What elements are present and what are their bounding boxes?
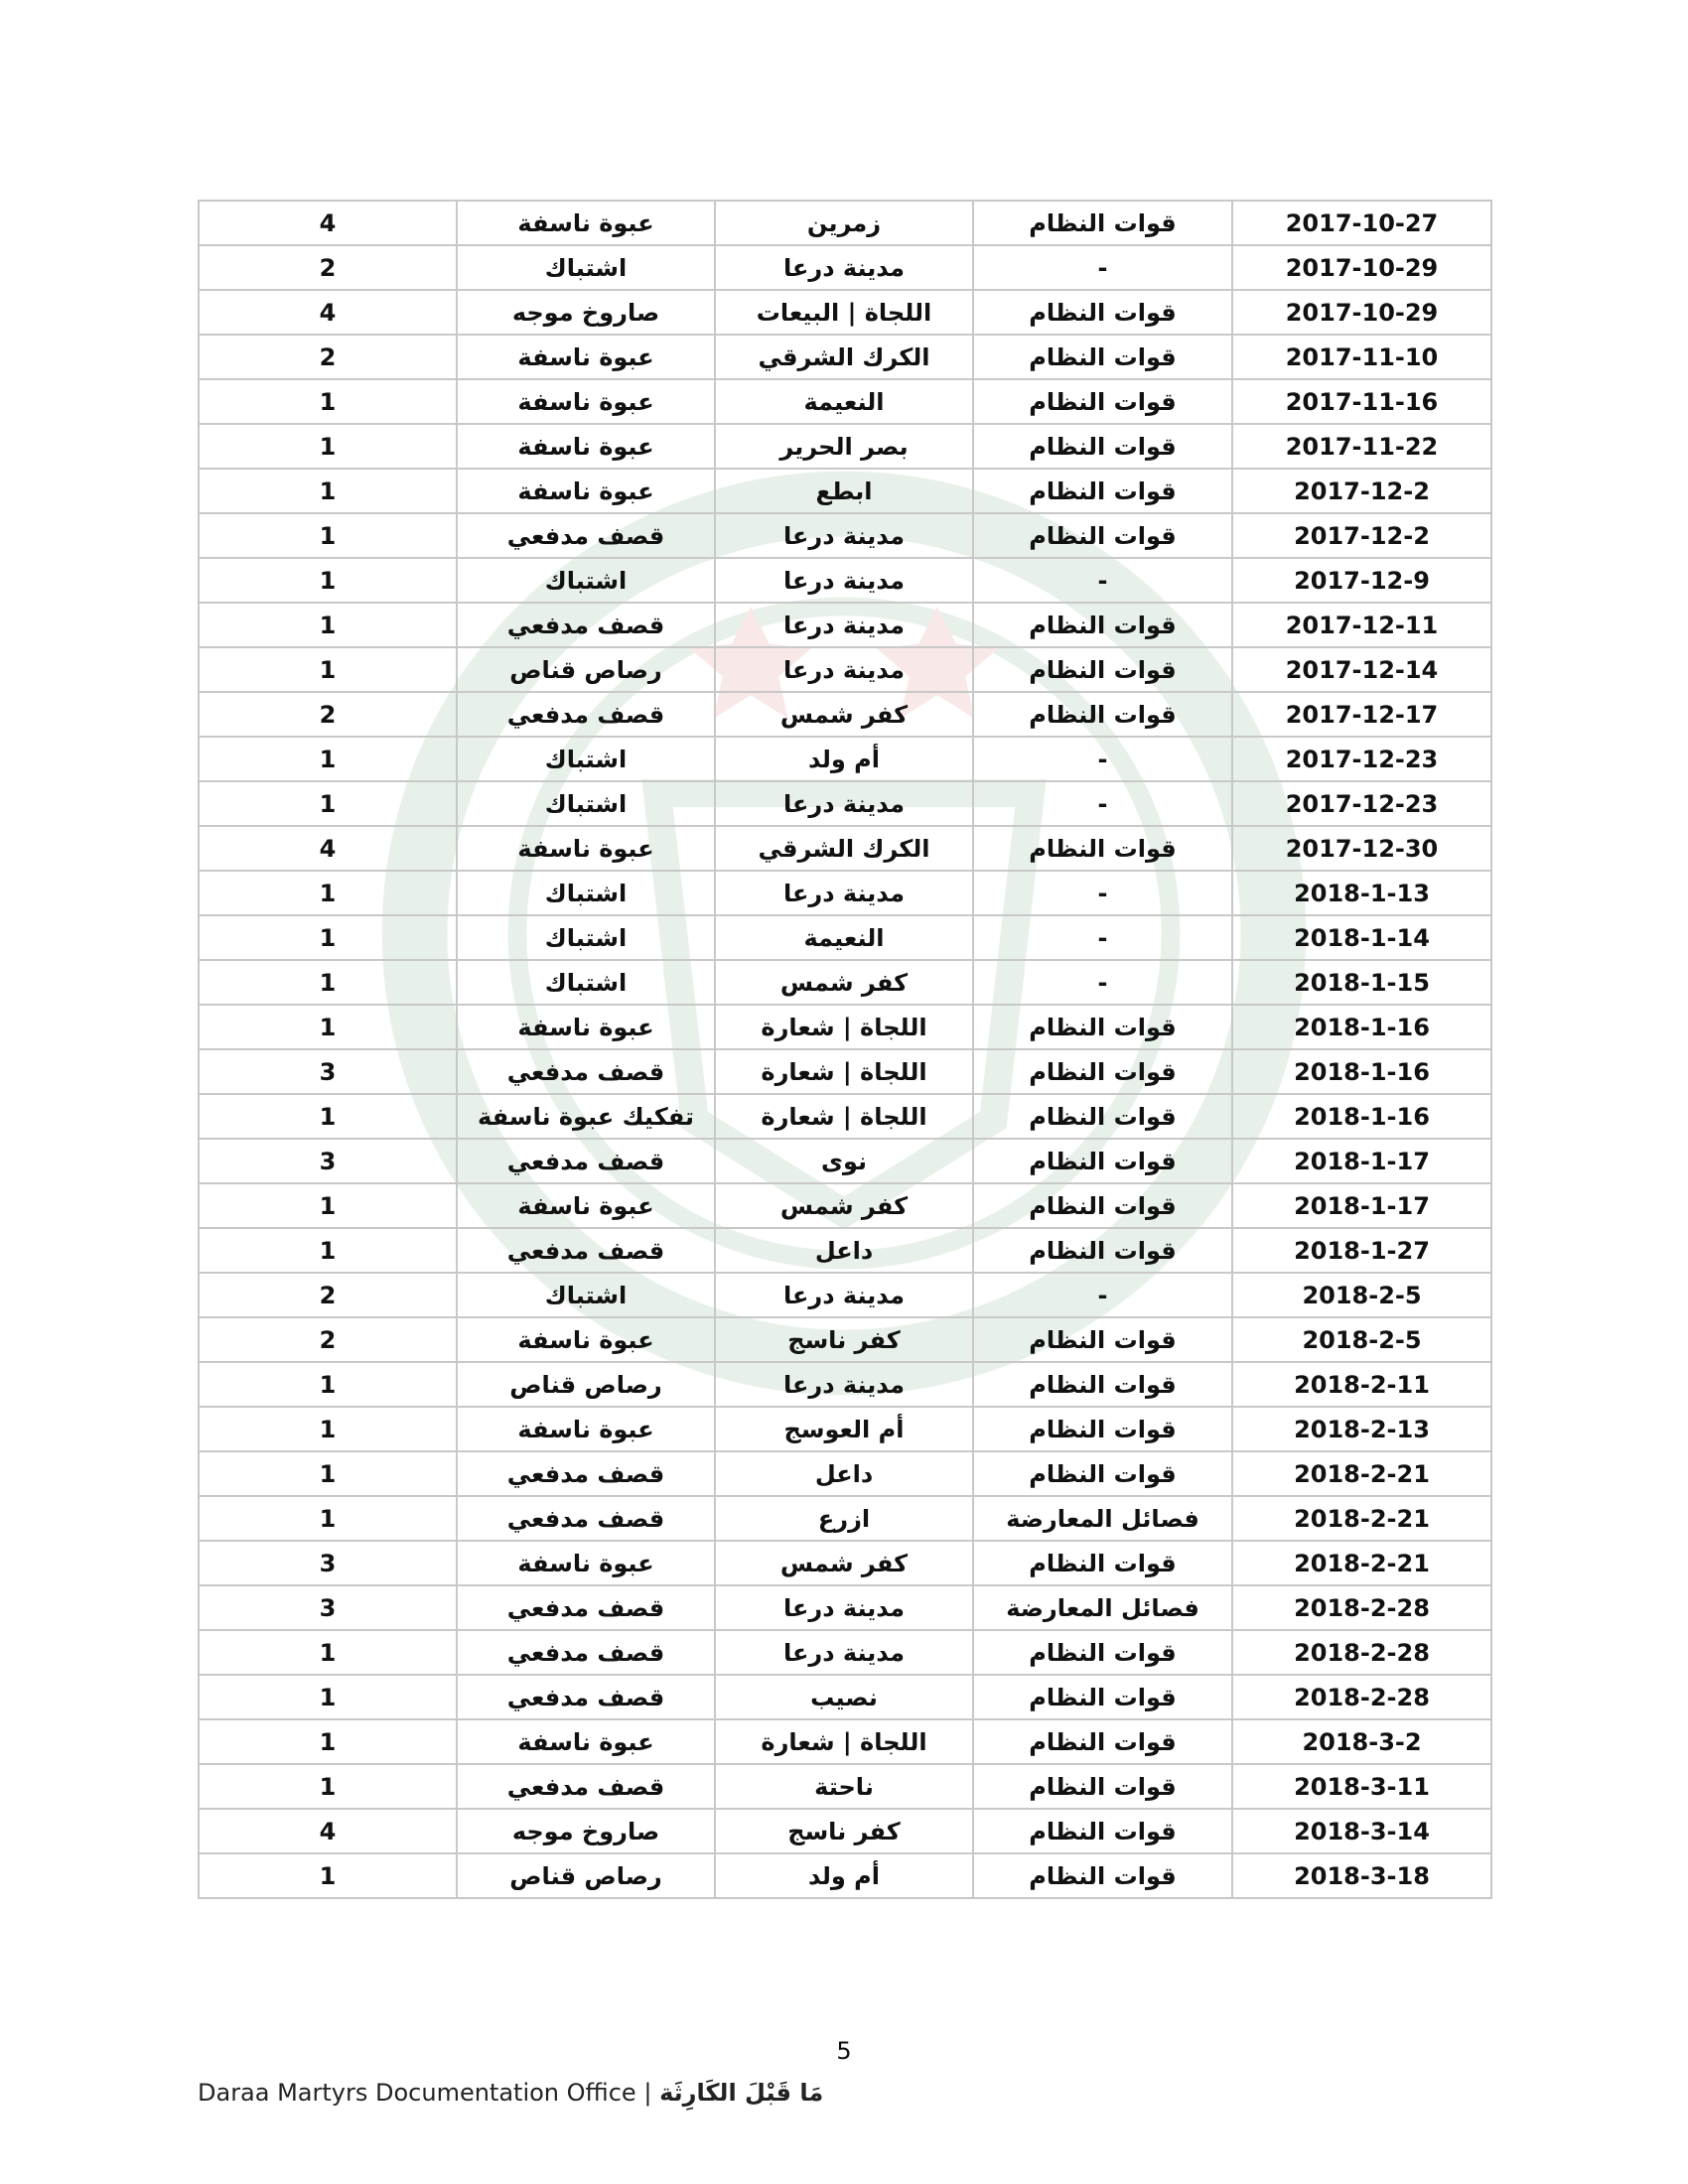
count-cell: 2 — [199, 245, 457, 290]
incident-type-cell: صاروخ موجه — [457, 290, 715, 335]
incident-type-cell: قصف مدفعي — [457, 1764, 715, 1809]
date-cell: 2018-2-28 — [1232, 1585, 1491, 1630]
perpetrator-cell: قوات النظام — [973, 1764, 1232, 1809]
incident-type-cell: عبوة ناسفة — [457, 1541, 715, 1585]
date-cell: 2018-1-16 — [1232, 1094, 1491, 1139]
perpetrator-cell: قوات النظام — [973, 1183, 1232, 1228]
incident-type-cell: قصف مدفعي — [457, 1675, 715, 1719]
count-cell: 1 — [199, 1228, 457, 1273]
count-cell: 1 — [199, 1496, 457, 1541]
perpetrator-cell: فصائل المعارضة — [973, 1585, 1232, 1630]
location-cell: مدينة درعا — [715, 513, 973, 558]
location-cell: اللجاة | البيعات — [715, 290, 973, 335]
perpetrator-cell: قوات النظام — [973, 647, 1232, 692]
records-table — [198, 200, 1492, 1899]
count-cell: 1 — [199, 737, 457, 781]
incident-type-cell: رصاص قناص — [457, 647, 715, 692]
incident-type-cell: عبوة ناسفة — [457, 1317, 715, 1362]
perpetrator-cell: - — [973, 960, 1232, 1005]
perpetrator-cell: - — [973, 781, 1232, 826]
perpetrator-cell: قوات النظام — [973, 1317, 1232, 1362]
date-cell: 2018-3-11 — [1232, 1764, 1491, 1809]
count-cell: 1 — [199, 513, 457, 558]
table-row — [199, 692, 1491, 737]
perpetrator-cell: قوات النظام — [973, 201, 1232, 245]
date-cell: 2018-2-5 — [1232, 1273, 1491, 1317]
location-cell: زمرين — [715, 201, 973, 245]
date-cell: 2017-10-29 — [1232, 245, 1491, 290]
perpetrator-cell: قوات النظام — [973, 1407, 1232, 1451]
perpetrator-cell: - — [973, 871, 1232, 915]
location-cell: مدينة درعا — [715, 1630, 973, 1675]
count-cell: 1 — [199, 1675, 457, 1719]
count-cell: 3 — [199, 1541, 457, 1585]
count-cell: 1 — [199, 781, 457, 826]
date-cell: 2018-1-16 — [1232, 1005, 1491, 1049]
incident-type-cell: عبوة ناسفة — [457, 379, 715, 424]
table-row — [199, 1183, 1491, 1228]
count-cell: 1 — [199, 647, 457, 692]
date-cell: 2017-12-30 — [1232, 826, 1491, 871]
incident-type-cell: قصف مدفعي — [457, 1451, 715, 1496]
table-row — [199, 1764, 1491, 1809]
date-cell: 2017-12-2 — [1232, 513, 1491, 558]
perpetrator-cell: قوات النظام — [973, 1139, 1232, 1183]
incident-type-cell: عبوة ناسفة — [457, 469, 715, 513]
count-cell: 1 — [199, 915, 457, 960]
count-cell: 1 — [199, 1183, 457, 1228]
table-row — [199, 1675, 1491, 1719]
incident-type-cell: قصف مدفعي — [457, 1630, 715, 1675]
location-cell: مدينة درعا — [715, 1362, 973, 1407]
incident-type-cell: اشتباك — [457, 960, 715, 1005]
incident-type-cell: صاروخ موجه — [457, 1809, 715, 1853]
count-cell: 1 — [199, 1407, 457, 1451]
location-cell: داعل — [715, 1228, 973, 1273]
incident-type-cell: اشتباك — [457, 245, 715, 290]
location-cell: اللجاة | شعارة — [715, 1719, 973, 1764]
date-cell: 2017-12-23 — [1232, 781, 1491, 826]
date-cell: 2018-2-28 — [1232, 1630, 1491, 1675]
date-cell: 2018-1-17 — [1232, 1183, 1491, 1228]
count-cell: 1 — [199, 603, 457, 647]
location-cell: النعيمة — [715, 915, 973, 960]
table-row — [199, 1853, 1491, 1898]
date-cell: 2017-11-22 — [1232, 424, 1491, 469]
date-cell: 2018-2-21 — [1232, 1451, 1491, 1496]
location-cell: مدينة درعا — [715, 647, 973, 692]
perpetrator-cell: - — [973, 915, 1232, 960]
incident-type-cell: عبوة ناسفة — [457, 826, 715, 871]
incident-type-cell: رصاص قناص — [457, 1853, 715, 1898]
table-row — [199, 1139, 1491, 1183]
count-cell: 1 — [199, 1630, 457, 1675]
perpetrator-cell: - — [973, 737, 1232, 781]
table-row — [199, 871, 1491, 915]
table-row — [199, 469, 1491, 513]
perpetrator-cell: قوات النظام — [973, 1541, 1232, 1585]
table-row — [199, 1005, 1491, 1049]
date-cell: 2017-12-11 — [1232, 603, 1491, 647]
table-row — [199, 558, 1491, 603]
incident-type-cell: تفكيك عبوة ناسفة — [457, 1094, 715, 1139]
incident-type-cell: اشتباك — [457, 1273, 715, 1317]
count-cell: 4 — [199, 1809, 457, 1853]
incident-type-cell: عبوة ناسفة — [457, 1719, 715, 1764]
perpetrator-cell: فصائل المعارضة — [973, 1496, 1232, 1541]
incident-type-cell: عبوة ناسفة — [457, 1005, 715, 1049]
location-cell: اللجاة | شعارة — [715, 1049, 973, 1094]
date-cell: 2018-3-2 — [1232, 1719, 1491, 1764]
date-cell: 2018-2-28 — [1232, 1675, 1491, 1719]
table-row — [199, 603, 1491, 647]
date-cell: 2018-1-13 — [1232, 871, 1491, 915]
incident-type-cell: اشتباك — [457, 737, 715, 781]
count-cell: 1 — [199, 379, 457, 424]
table-row — [199, 1585, 1491, 1630]
date-cell: 2017-12-17 — [1232, 692, 1491, 737]
table-row — [199, 1317, 1491, 1362]
location-cell: نوى — [715, 1139, 973, 1183]
date-cell: 2018-2-13 — [1232, 1407, 1491, 1451]
footer-separator: | — [643, 2079, 652, 2107]
incident-type-cell: قصف مدفعي — [457, 1139, 715, 1183]
perpetrator-cell: قوات النظام — [973, 826, 1232, 871]
perpetrator-cell: قوات النظام — [973, 1675, 1232, 1719]
perpetrator-cell: قوات النظام — [973, 1228, 1232, 1273]
location-cell: مدينة درعا — [715, 245, 973, 290]
count-cell: 4 — [199, 826, 457, 871]
count-cell: 1 — [199, 1005, 457, 1049]
incident-type-cell: عبوة ناسفة — [457, 335, 715, 379]
records-table-body — [199, 201, 1491, 1898]
location-cell: مدينة درعا — [715, 603, 973, 647]
perpetrator-cell: قوات النظام — [973, 692, 1232, 737]
incident-type-cell: اشتباك — [457, 781, 715, 826]
location-cell: ناحتة — [715, 1764, 973, 1809]
incident-type-cell: قصف مدفعي — [457, 692, 715, 737]
date-cell: 2018-1-16 — [1232, 1049, 1491, 1094]
date-cell: 2018-1-15 — [1232, 960, 1491, 1005]
count-cell: 1 — [199, 1764, 457, 1809]
date-cell: 2018-1-27 — [1232, 1228, 1491, 1273]
count-cell: 2 — [199, 692, 457, 737]
location-cell: نصيب — [715, 1675, 973, 1719]
date-cell: 2017-12-2 — [1232, 469, 1491, 513]
location-cell: اللجاة | شعارة — [715, 1094, 973, 1139]
count-cell: 1 — [199, 871, 457, 915]
count-cell: 2 — [199, 1317, 457, 1362]
date-cell: 2018-1-17 — [1232, 1139, 1491, 1183]
table-row — [199, 1094, 1491, 1139]
count-cell: 3 — [199, 1139, 457, 1183]
perpetrator-cell: قوات النظام — [973, 379, 1232, 424]
count-cell: 4 — [199, 201, 457, 245]
table-row — [199, 1451, 1491, 1496]
count-cell: 2 — [199, 335, 457, 379]
incident-type-cell: عبوة ناسفة — [457, 201, 715, 245]
location-cell: مدينة درعا — [715, 871, 973, 915]
location-cell: داعل — [715, 1451, 973, 1496]
count-cell: 1 — [199, 469, 457, 513]
location-cell: الكرك الشرقي — [715, 826, 973, 871]
perpetrator-cell: - — [973, 558, 1232, 603]
date-cell: 2017-12-23 — [1232, 737, 1491, 781]
location-cell: مدينة درعا — [715, 1273, 973, 1317]
table-row — [199, 1541, 1491, 1585]
perpetrator-cell: قوات النظام — [973, 1005, 1232, 1049]
table-row — [199, 1049, 1491, 1094]
table-row — [199, 1719, 1491, 1764]
table-row — [199, 1362, 1491, 1407]
perpetrator-cell: - — [973, 245, 1232, 290]
date-cell: 2017-10-27 — [1232, 201, 1491, 245]
location-cell: كفر ناسج — [715, 1317, 973, 1362]
incident-type-cell: قصف مدفعي — [457, 1496, 715, 1541]
perpetrator-cell: قوات النظام — [973, 290, 1232, 335]
count-cell: 4 — [199, 290, 457, 335]
location-cell: مدينة درعا — [715, 1585, 973, 1630]
perpetrator-cell: قوات النظام — [973, 513, 1232, 558]
perpetrator-cell: قوات النظام — [973, 1094, 1232, 1139]
date-cell: 2017-12-14 — [1232, 647, 1491, 692]
perpetrator-cell: قوات النظام — [973, 1630, 1232, 1675]
date-cell: 2018-2-21 — [1232, 1541, 1491, 1585]
table-row — [199, 1273, 1491, 1317]
table-row — [199, 1809, 1491, 1853]
date-cell: 2018-3-14 — [1232, 1809, 1491, 1853]
location-cell: أم ولد — [715, 1853, 973, 1898]
count-cell: 1 — [199, 558, 457, 603]
incident-type-cell: قصف مدفعي — [457, 1049, 715, 1094]
table-row — [199, 335, 1491, 379]
location-cell: بصر الحرير — [715, 424, 973, 469]
date-cell: 2017-10-29 — [1232, 290, 1491, 335]
count-cell: 3 — [199, 1585, 457, 1630]
location-cell: الكرك الشرقي — [715, 335, 973, 379]
location-cell: كفر شمس — [715, 960, 973, 1005]
table-row — [199, 915, 1491, 960]
table-row — [199, 1496, 1491, 1541]
perpetrator-cell: قوات النظام — [973, 603, 1232, 647]
footer-org-name: Daraa Martyrs Documentation Office — [198, 2079, 636, 2107]
count-cell: 1 — [199, 1719, 457, 1764]
table-row — [199, 290, 1491, 335]
perpetrator-cell: - — [973, 1273, 1232, 1317]
incident-type-cell: قصف مدفعي — [457, 513, 715, 558]
incident-type-cell: اشتباك — [457, 871, 715, 915]
location-cell: ازرع — [715, 1496, 973, 1541]
location-cell: ابطع — [715, 469, 973, 513]
incident-type-cell: اشتباك — [457, 915, 715, 960]
table-row — [199, 1407, 1491, 1451]
perpetrator-cell: قوات النظام — [973, 1809, 1232, 1853]
perpetrator-cell: قوات النظام — [973, 469, 1232, 513]
date-cell: 2018-3-18 — [1232, 1853, 1491, 1898]
date-cell: 2018-2-21 — [1232, 1496, 1491, 1541]
table-row — [199, 245, 1491, 290]
location-cell: النعيمة — [715, 379, 973, 424]
table-row — [199, 201, 1491, 245]
page-number: 5 — [836, 2037, 852, 2065]
location-cell: أم العوسج — [715, 1407, 973, 1451]
perpetrator-cell: قوات النظام — [973, 1719, 1232, 1764]
table-row — [199, 379, 1491, 424]
table-row — [199, 513, 1491, 558]
perpetrator-cell: قوات النظام — [973, 1853, 1232, 1898]
table-row — [199, 1228, 1491, 1273]
count-cell: 1 — [199, 960, 457, 1005]
incident-type-cell: اشتباك — [457, 558, 715, 603]
footer-tagline: مَا قَبْلَ الكَارِثَة — [659, 2079, 824, 2107]
date-cell: 2018-1-14 — [1232, 915, 1491, 960]
table-row — [199, 424, 1491, 469]
location-cell: مدينة درعا — [715, 781, 973, 826]
incident-type-cell: عبوة ناسفة — [457, 1183, 715, 1228]
count-cell: 3 — [199, 1049, 457, 1094]
count-cell: 1 — [199, 1362, 457, 1407]
incident-type-cell: عبوة ناسفة — [457, 1407, 715, 1451]
incident-type-cell: قصف مدفعي — [457, 1585, 715, 1630]
count-cell: 1 — [199, 1094, 457, 1139]
perpetrator-cell: قوات النظام — [973, 424, 1232, 469]
footer — [198, 2079, 823, 2107]
table-row — [199, 960, 1491, 1005]
incident-type-cell: قصف مدفعي — [457, 603, 715, 647]
location-cell: كفر شمس — [715, 1183, 973, 1228]
date-cell: 2017-11-16 — [1232, 379, 1491, 424]
table-row — [199, 647, 1491, 692]
location-cell: كفر شمس — [715, 1541, 973, 1585]
location-cell: اللجاة | شعارة — [715, 1005, 973, 1049]
date-cell: 2018-2-11 — [1232, 1362, 1491, 1407]
date-cell: 2018-2-5 — [1232, 1317, 1491, 1362]
perpetrator-cell: قوات النظام — [973, 1049, 1232, 1094]
perpetrator-cell: قوات النظام — [973, 335, 1232, 379]
count-cell: 2 — [199, 1273, 457, 1317]
count-cell: 1 — [199, 1451, 457, 1496]
incident-type-cell: عبوة ناسفة — [457, 424, 715, 469]
location-cell: كفر ناسج — [715, 1809, 973, 1853]
table-row — [199, 1630, 1491, 1675]
date-cell: 2017-11-10 — [1232, 335, 1491, 379]
perpetrator-cell: قوات النظام — [973, 1362, 1232, 1407]
incident-type-cell: رصاص قناص — [457, 1362, 715, 1407]
location-cell: كفر شمس — [715, 692, 973, 737]
date-cell: 2017-12-9 — [1232, 558, 1491, 603]
table-row — [199, 737, 1491, 781]
incident-type-cell: قصف مدفعي — [457, 1228, 715, 1273]
table-row — [199, 781, 1491, 826]
count-cell: 1 — [199, 1853, 457, 1898]
location-cell: أم ولد — [715, 737, 973, 781]
table-row — [199, 826, 1491, 871]
location-cell: مدينة درعا — [715, 558, 973, 603]
perpetrator-cell: قوات النظام — [973, 1451, 1232, 1496]
count-cell: 1 — [199, 424, 457, 469]
